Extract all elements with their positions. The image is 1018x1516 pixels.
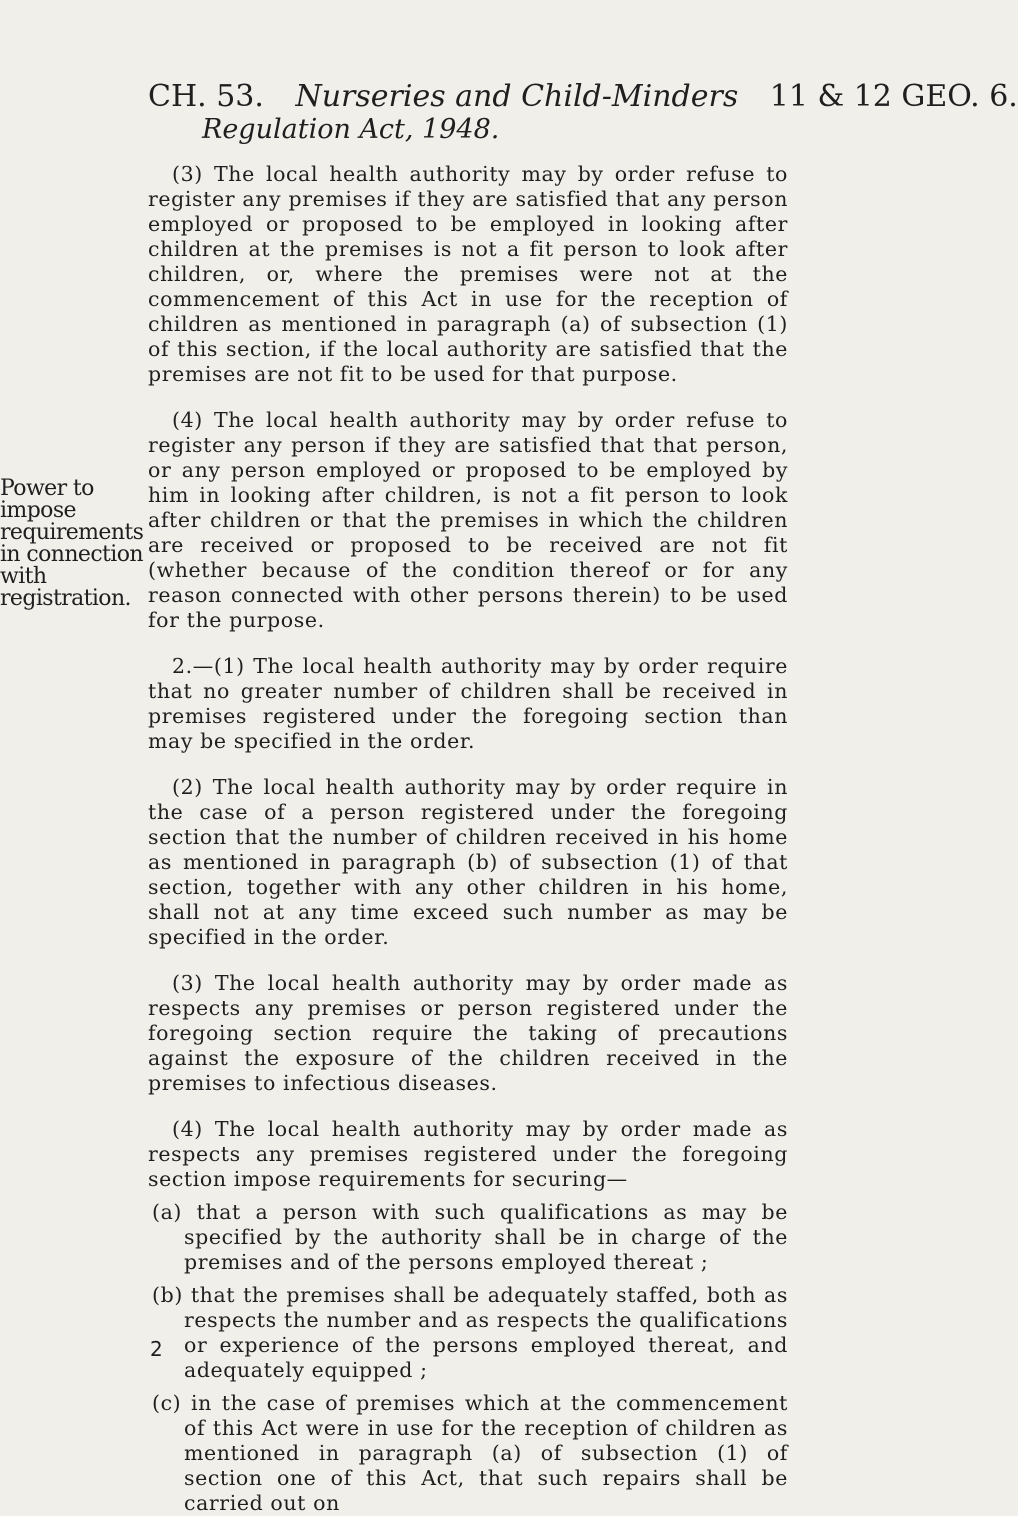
paragraph-s2-2: (2) The local health authority may by order require in the case of a person registered under the foregoing section that the number of children received in his home as mentioned in paragraph (b) of subsection (1) of that section, together with any other children in his home, shall not at any time exceed such number as may be specified in the order. — [148, 775, 788, 949]
margin-note-line: with — [0, 564, 47, 589]
signature-mark: 2 — [150, 1337, 163, 1361]
act-title: Nurseries and Child-Minders — [295, 79, 739, 114]
paragraph-s1-3: (3) The local health authority may by order refuse to register any premises if they are satisfied that any person employed or proposed to be employed in looking after children at the premises is not a fit person to look after children, or, where the premises were not at the commencement of this Act in use for the reception of children as mentioned in paragraph (a) of subsection (1) of this section, if the local authority are satisfied that the premises are not fit to be used for that purpose. — [148, 162, 788, 386]
margin-note-line: registration. — [0, 586, 131, 611]
margin-note-line: requirements — [0, 520, 144, 545]
list-item-b: (b) that the premises shall be adequately staffed, both as respects the number and as respects the qualifications or experience of the persons employed thereat, and adequately equipped ; — [152, 1283, 788, 1382]
page-header — [148, 79, 1018, 146]
paragraph-s2-1: 2.—(1) The local health authority may by order require that no greater number of children shall be received in premises registered under the foregoing section than may be specified in the order. — [148, 654, 788, 753]
margin-note-line: in connection — [0, 542, 143, 567]
act-subtitle: Regulation Act, 1948. — [202, 114, 500, 145]
paragraph-s2-4: (4) The local health authority may by order made as respects any premises registered under the foregoing section impose requirements for securing— — [148, 1117, 788, 1191]
regnal-year: 11 & 12 GEO. 6. — [769, 79, 1018, 114]
paragraph-s1-4: (4) The local health authority may by order refuse to register any person if they are satisfied that that person, or any person employed or proposed to be employed by him in looking after children, is not a fit person to look after children or that the premises in which the children are received or proposed to be received are not fit (whether because of the condition thereof or for any reason connected with other persons therein) to be used for the purpose. — [148, 408, 788, 632]
marginal-note — [0, 476, 144, 611]
margin-note-line: impose — [0, 498, 76, 523]
chapter-number: CH. 53. — [148, 79, 264, 114]
header-line — [148, 79, 1018, 114]
paragraph-s2-3: (3) The local health authority may by order made as respects any premises or person registered under the foregoing section require the taking of precautions against the exposure of the children received in the premises to infectious diseases. — [148, 971, 788, 1095]
list-item-a: (a) that a person with such qualifications as may be specified by the authority shall be in charge of the premises and of the persons employed thereat ; — [152, 1200, 788, 1274]
list-item-c: (c) in the case of premises which at the commencement of this Act were in use for the reception of children as mentioned in paragraph (a) of subsection (1) of section one of this Act, that such repairs shall be carried out on — [152, 1391, 788, 1515]
margin-note-line: Power to — [0, 476, 94, 501]
body-text — [148, 162, 788, 1516]
